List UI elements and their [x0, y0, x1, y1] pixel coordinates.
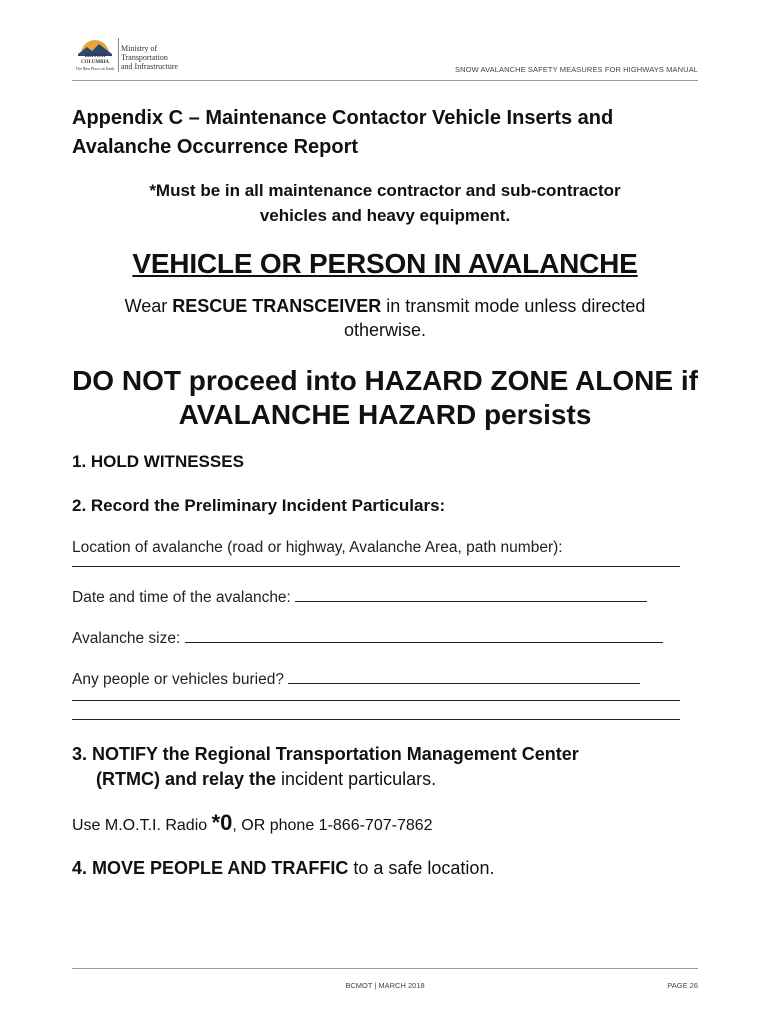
wear-line-2: otherwise. — [343, 320, 427, 340]
step-move-people — [72, 858, 698, 879]
radio-prefix: Use M.O.T.I. Radio — [72, 817, 212, 834]
step-record-particulars: 2. Record the Preliminary Incident Particulars: — [72, 496, 446, 515]
datetime-blank[interactable] — [295, 587, 647, 602]
manual-title: SNOW AVALANCHE SAFETY MEASURES FOR HIGHWAYS MANUAL — [455, 65, 698, 74]
location-label: Location of avalanche (road or highway, Avalanche Area, path number): — [72, 539, 563, 556]
move-bold: 4. MOVE PEOPLE AND TRAFFIC — [72, 858, 349, 878]
header-divider — [72, 80, 698, 81]
hazard-warning-line-2: AVALANCHE HAZARD persists — [178, 399, 592, 430]
datetime-label: Date and time of the avalanche: — [72, 589, 291, 606]
notify-line-1: 3. NOTIFY the Regional Transportation Management Center — [72, 744, 579, 764]
size-field — [72, 628, 698, 649]
wear-bold: RESCUE TRANSCEIVER — [172, 296, 382, 316]
notify-normal: incident particulars. — [276, 769, 437, 789]
move-normal: to a safe location. — [348, 858, 495, 878]
wear-transceiver-instruction — [72, 294, 698, 342]
buried-field — [72, 669, 698, 690]
radio-star-code: *0 — [211, 810, 233, 835]
footer-date: BCMOT | MARCH 2018 — [345, 981, 425, 990]
buried-extra-line-2[interactable] — [72, 701, 680, 720]
page-content — [72, 104, 698, 879]
size-blank[interactable] — [185, 628, 663, 643]
page-header — [0, 0, 770, 82]
radio-instruction — [72, 810, 698, 836]
footer-divider — [72, 968, 698, 969]
hazard-warning — [72, 364, 698, 432]
wear-suffix: in transmit mode unless directed — [381, 296, 646, 316]
datetime-field — [72, 587, 698, 608]
appendix-title-line-1: Appendix C – Maintenance Contactor Vehicle Inserts and — [72, 107, 614, 129]
buried-label: Any people or vehicles buried? — [72, 671, 284, 688]
appendix-title-line-2: Avalanche Occurrence Report — [72, 136, 359, 158]
vehicle-heading: VEHICLE OR PERSON IN AVALANCHE — [132, 248, 638, 279]
location-field — [72, 538, 698, 558]
logo-ministry-name — [121, 44, 178, 71]
notify-line-2 — [72, 767, 698, 792]
must-notice — [72, 178, 698, 228]
wear-prefix: Wear — [124, 296, 173, 316]
buried-extra-line-1[interactable] — [72, 690, 680, 701]
step-hold-witnesses: 1. HOLD WITNESSES — [72, 452, 244, 471]
must-notice-line-2: vehicles and heavy equipment. — [259, 206, 511, 225]
hazard-warning-line-1: DO NOT proceed into HAZARD ZONE ALONE if — [72, 365, 698, 396]
logo-province-text: BRITISH COLUMBIA The Best Place on Earth — [75, 54, 115, 71]
location-blank[interactable] — [72, 558, 680, 567]
ministry-line-3: and Infrastructure — [121, 62, 179, 71]
appendix-title — [72, 104, 698, 162]
step-notify-rtmc — [72, 742, 698, 792]
ministry-line-2: Transportation — [121, 53, 168, 62]
ministry-line-1: Ministry of — [121, 44, 158, 53]
buried-blank[interactable] — [288, 669, 640, 684]
must-notice-line-1: *Must be in all maintenance contractor and sub-contractor — [149, 181, 621, 200]
size-label: Avalanche size: — [72, 630, 181, 647]
footer-page-number: PAGE 26 — [667, 981, 698, 990]
notify-bold: (RTMC) and relay the — [96, 769, 277, 789]
bc-ministry-logo — [72, 36, 184, 74]
logo-divider — [118, 38, 119, 72]
radio-phone: , OR phone 1-866-707-7862 — [232, 817, 433, 834]
